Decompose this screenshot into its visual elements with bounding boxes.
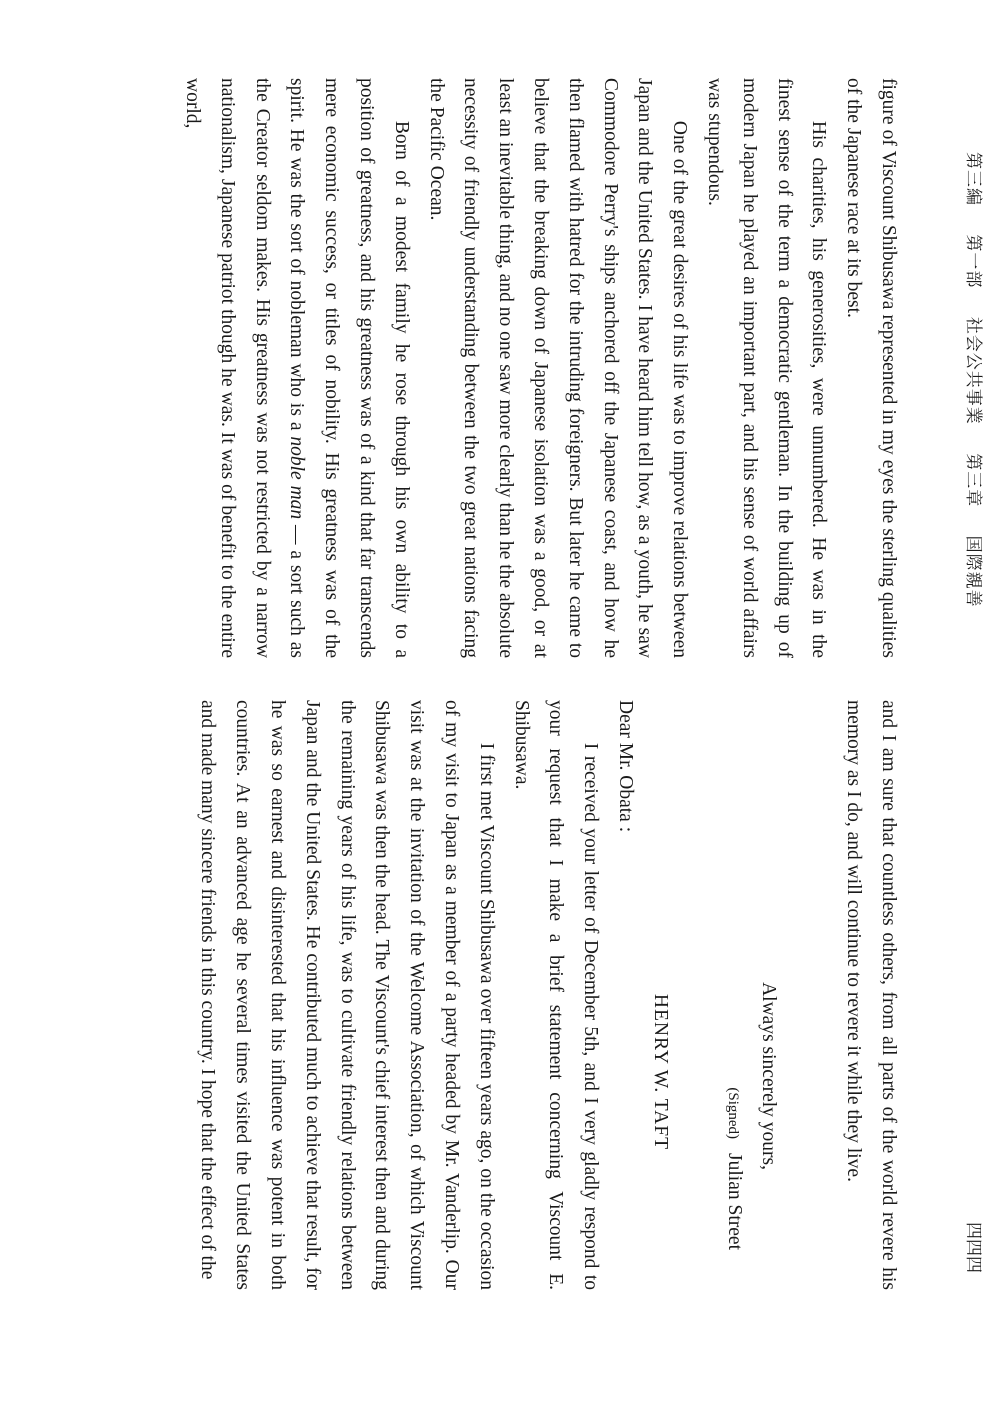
paragraph-text: — a sort such as the Creator seldom makes. His greatness was not restricted by a narrow nationalism, Japanese patriot though he was. It was of benefit to the entire world, (182, 78, 308, 658)
right-column (0, 700, 1003, 1412)
paragraph-text: Born of a modest family he rose through his own ability to a position of greatness, and his greatness was of a kind that far transcends mere economic success, or titles of nobility. His greatness was of the spirit. He was the sort of nobleman who is a (286, 78, 412, 658)
left-column (0, 0, 1003, 700)
paragraph: I received your letter of December 5th, and I very gladly respond to your request that I make a brief statement concerning Viscount E. Shibusawa. (510, 700, 602, 1290)
signer-name: Julian Street (723, 1153, 745, 1250)
emphasis-text: noble man (286, 436, 308, 520)
letter-author: HENRY W. TAFT (649, 993, 671, 1150)
letter-closing: Always sincerely yours, (758, 982, 780, 1170)
paragraph (174, 78, 418, 658)
header-part3: 社会公共事業 (963, 316, 983, 425)
salutation: Dear Mr. Obata : (615, 700, 637, 833)
paragraph: One of the great desires of his life was to improve relations between Japan and the United States. I have heard him tell how, as a youth, he saw Commodore Perry's ships anchored off the Japanese coast, and how he then flamed with hatred for the intruding foreigners. But later he came to believe that the breaking down of Japanese isolation was a good, or at least an inevitable thing, and no one saw more clearly than he the absolute necessity of friendly understanding between the two great nations facing the Pacific Ocean. (425, 78, 691, 658)
signature-line (715, 700, 751, 1290)
signed-label: (Signed) (724, 1087, 741, 1140)
paragraph: and I am sure that countless others, from all parts of the world revere his memory as I do, and will continue to revere it while they live. (843, 700, 899, 1290)
header-part4: 第三章 (963, 453, 983, 508)
header-part2: 第一部 (963, 234, 983, 289)
paragraph: His charities, his generosities, were unnumbered. He was in the finest sense of the term a democratic gentleman. In the building up of modern Japan he played an important part, and his sense of world affairs was stupendous. (704, 78, 830, 658)
paragraph: I first met Viscount Shibusawa over fifteen years ago, on the occasion of my visit to Japan as a member of a party headed by Mr. Vanderlip. Our visit was at the invitation of the Welcome Association, of which Viscount Shibusawa was then the head. The Viscount's chief interest then and during the remaining years of his life, was to cultivate friendly relations between Japan and the United States. He contributed much to achieve that result, for he was so earnest and disinterested that his influence was potent in both countries. At an advanced age he several times visited the United States and made many sincere friends in this country. I hope that the effect of the (197, 700, 497, 1290)
header-part5: 国際親善 (963, 535, 983, 608)
header-part1: 第三編 (963, 152, 983, 206)
paragraph: figure of Viscount Shibusawa represented in my eyes the sterling qualities of the Japanese race at its best. (843, 78, 899, 658)
page-number: 四四四 (963, 1222, 983, 1273)
